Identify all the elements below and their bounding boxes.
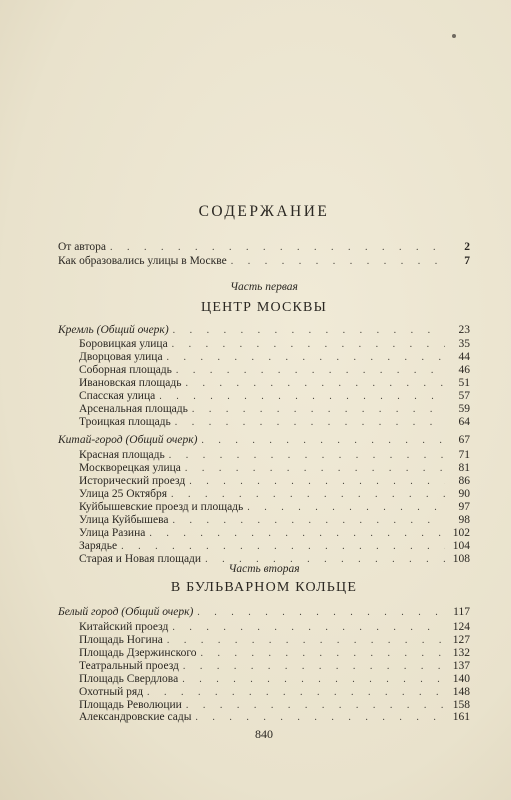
toc-entry-label: Арсенальная площадь xyxy=(79,403,188,415)
leader-dots xyxy=(110,241,445,254)
leader-dots xyxy=(185,462,445,475)
toc-entry xyxy=(79,540,470,553)
section-title: ЦЕНТР МОСКВЫ xyxy=(201,300,327,315)
toc-entry xyxy=(79,673,470,686)
toc-entry xyxy=(79,403,470,416)
section-title: В БУЛЬВАРНОМ КОЛЬЦЕ xyxy=(170,580,358,595)
ink-spot xyxy=(452,34,456,38)
toc-entry xyxy=(79,390,470,403)
leader-dots xyxy=(167,351,445,364)
leader-dots xyxy=(185,377,445,390)
toc-entry-label: Площадь Дзержинского xyxy=(79,647,197,659)
toc-entry-page: 7 xyxy=(464,255,470,267)
toc-entry-label: Белый город (Общий очерк) xyxy=(58,606,194,618)
toc-entry-label: Соборная площадь xyxy=(79,364,172,376)
toc-entry-page: 140 xyxy=(452,673,470,685)
toc-entry-label: Улица 25 Октября xyxy=(79,488,168,500)
leader-dots xyxy=(197,606,445,619)
toc-entry-label: Красная площадь xyxy=(79,449,165,461)
part-label: Часть первая xyxy=(230,281,298,293)
toc-entry-page: 81 xyxy=(458,462,470,474)
leader-dots xyxy=(176,364,445,377)
toc-entry-label: Охотный ряд xyxy=(79,686,144,698)
toc-entry-label: Старая и Новая площади xyxy=(79,553,202,565)
toc-entry xyxy=(79,621,470,634)
toc-entry-label: Троицкая площадь xyxy=(79,416,171,428)
toc-entry xyxy=(79,501,470,514)
leader-dots xyxy=(169,449,445,462)
toc-entry-page: 90 xyxy=(458,488,470,500)
leader-dots xyxy=(173,324,445,337)
toc-entry-page: 46 xyxy=(458,364,470,376)
leader-dots xyxy=(172,621,445,634)
leader-dots xyxy=(189,475,445,488)
toc-entry-label: Куйбышевские проезд и площадь xyxy=(79,501,244,513)
toc-group-heading xyxy=(58,606,470,619)
toc-entry-label: Исторический проезд xyxy=(79,475,186,487)
toc-entry-page: 102 xyxy=(452,527,470,539)
toc-entry-label: Площадь Ногина xyxy=(79,634,163,646)
toc-entry-page: 97 xyxy=(458,501,470,513)
toc-entry xyxy=(79,449,470,462)
leader-dots xyxy=(149,527,445,540)
toc-entry-page: 23 xyxy=(458,324,470,336)
toc-entry-label: Площадь Революции xyxy=(79,699,182,711)
toc-entry-label: Александровские сады xyxy=(79,711,192,723)
leader-dots xyxy=(147,686,445,699)
toc-entry xyxy=(79,488,470,501)
toc-entry-label: Китайский проезд xyxy=(79,621,169,633)
toc-entry-page: 137 xyxy=(452,660,470,672)
toc-entry-page: 124 xyxy=(452,621,470,633)
toc-entry xyxy=(79,377,470,390)
toc-entry-label: Как образовались улицы в Москве xyxy=(58,255,227,267)
toc-entry-page: 57 xyxy=(458,390,470,402)
leader-dots xyxy=(231,255,445,268)
leader-dots xyxy=(182,673,445,686)
toc-entry xyxy=(79,686,470,699)
toc-entry-page: 108 xyxy=(452,553,470,565)
toc-entry-page: 64 xyxy=(458,416,470,428)
toc-entry-label: Улица Разина xyxy=(79,527,146,539)
toc-entry-label: Зарядье xyxy=(79,540,118,552)
toc-entry-label: Театральный проезд xyxy=(79,660,179,672)
toc-entry-label: От автора xyxy=(58,241,106,253)
leader-dots xyxy=(171,488,445,501)
leader-dots xyxy=(183,660,445,673)
toc-entry xyxy=(58,255,470,268)
toc-entry-label: Китай-город (Общий очерк) xyxy=(58,434,198,446)
toc-entry-page: 132 xyxy=(452,647,470,659)
page-number: 840 xyxy=(255,727,273,741)
toc-entry-page: 148 xyxy=(452,686,470,698)
toc-entry-page: 127 xyxy=(452,634,470,646)
toc-entry xyxy=(79,364,470,377)
toc-entry-page: 161 xyxy=(452,711,470,723)
leader-dots xyxy=(195,711,445,724)
toc-group-heading xyxy=(58,324,470,337)
toc-entry xyxy=(79,514,470,527)
toc-entry-label: Ивановская площадь xyxy=(79,377,182,389)
part-label: Часть вторая xyxy=(228,563,300,575)
toc-entry xyxy=(79,660,470,673)
toc-entry-page: 104 xyxy=(452,540,470,552)
leader-dots xyxy=(172,338,445,351)
leader-dots xyxy=(121,540,445,553)
leader-dots xyxy=(247,501,445,514)
leader-dots xyxy=(159,390,445,403)
toc-entry-label: Дворцовая улица xyxy=(79,351,163,363)
toc-entry-page: 35 xyxy=(458,338,470,350)
toc-entry xyxy=(79,634,470,647)
toc-entry xyxy=(79,416,470,429)
toc-entry-label: Улица Куйбышева xyxy=(79,514,169,526)
toc-entry xyxy=(79,462,470,475)
toc-entry-label: Площадь Свердлова xyxy=(79,673,179,685)
toc-entry-page: 158 xyxy=(452,699,470,711)
toc-entry-label: Спасская улица xyxy=(79,390,156,402)
page-title: СОДЕРЖАНИЕ xyxy=(198,203,330,220)
toc-entry-page: 86 xyxy=(458,475,470,487)
toc-entry xyxy=(79,711,470,724)
leader-dots xyxy=(201,647,445,660)
toc-entry-label: Боровицкая улица xyxy=(79,338,168,350)
toc-entry xyxy=(79,351,470,364)
toc-group-heading xyxy=(58,434,470,447)
toc-entry xyxy=(79,527,470,540)
leader-dots xyxy=(173,514,445,527)
toc-entry xyxy=(58,241,470,254)
toc-entry-label: Кремль (Общий очерк) xyxy=(58,324,169,336)
leader-dots xyxy=(201,434,445,447)
toc-entry-page: 71 xyxy=(458,449,470,461)
toc-entry-label: Москворецкая улица xyxy=(79,462,181,474)
toc-entry-page: 51 xyxy=(458,377,470,389)
leader-dots xyxy=(192,403,445,416)
toc-entry-page: 117 xyxy=(453,606,470,618)
leader-dots xyxy=(175,416,445,429)
toc-entry xyxy=(79,475,470,488)
toc-entry-page: 2 xyxy=(464,241,470,253)
toc-entry-page: 67 xyxy=(458,434,470,446)
toc-entry-page: 44 xyxy=(458,351,470,363)
toc-entry xyxy=(79,338,470,351)
toc-entry-page: 98 xyxy=(458,514,470,526)
leader-dots xyxy=(167,634,445,647)
toc-entry xyxy=(79,647,470,660)
toc-entry-page: 59 xyxy=(458,403,470,415)
